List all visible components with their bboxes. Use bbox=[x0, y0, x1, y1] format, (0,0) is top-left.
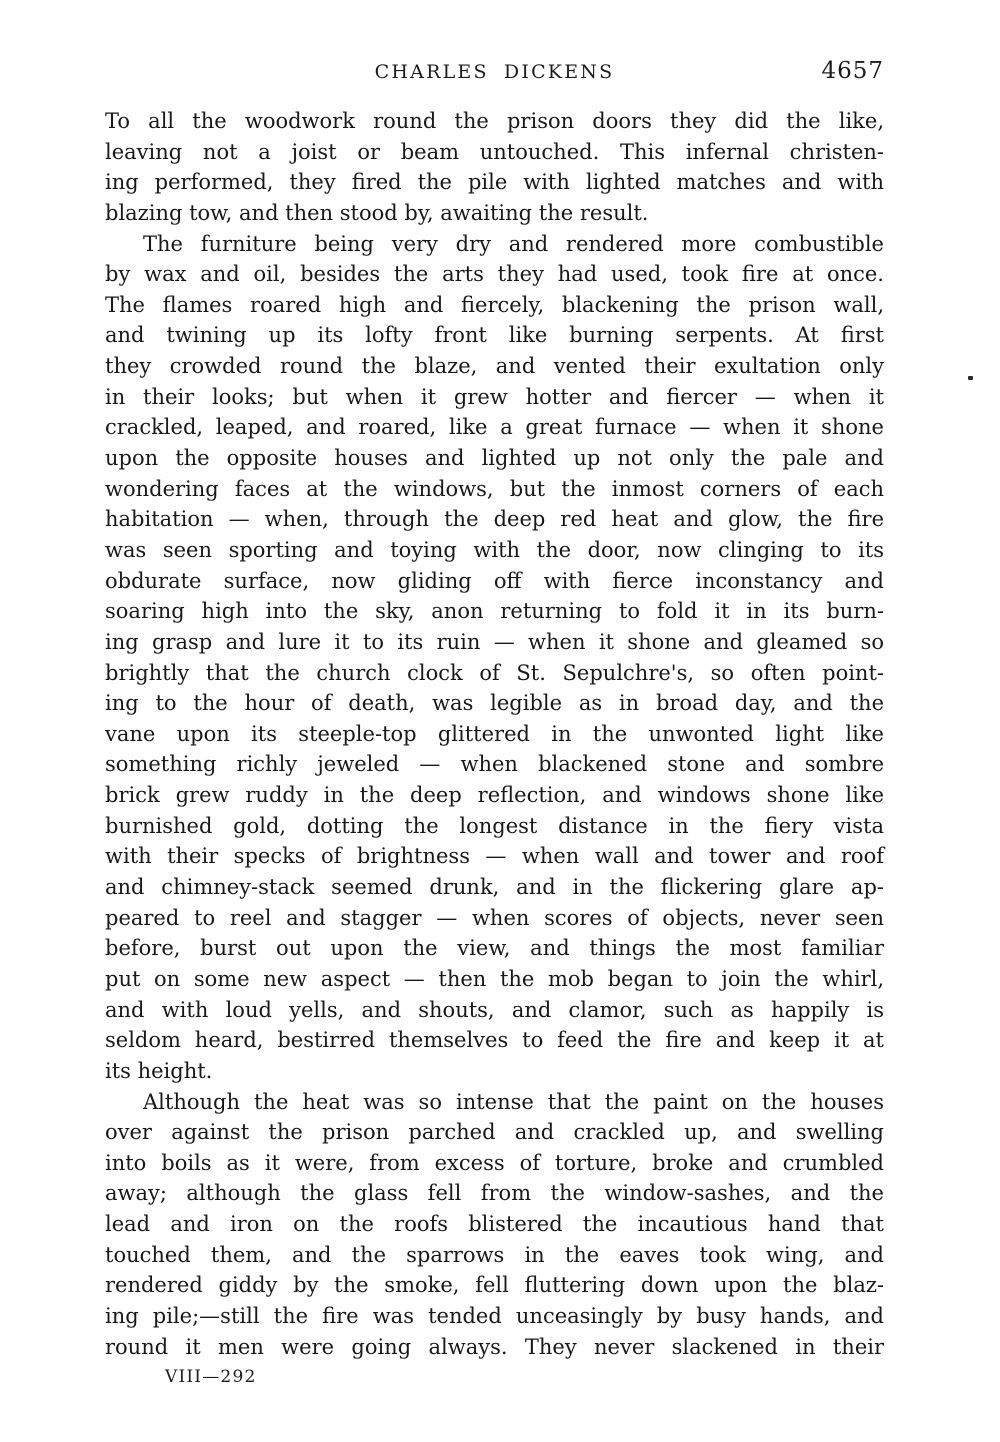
text-line: its height. bbox=[105, 1058, 213, 1083]
text-line: vane upon its steeple-top glittered in the unwonted light like bbox=[105, 721, 884, 746]
text-line: The flames roared high and fiercely, blackening the prison wall, bbox=[105, 292, 884, 317]
text-line: crackled, leaped, and roared, like a great furnace — when it shone bbox=[105, 415, 884, 440]
paragraph-3 bbox=[105, 1087, 884, 1363]
text-line: in their looks; but when it grew hotter and fiercer — when it bbox=[105, 384, 884, 409]
text-line: soaring high into the sky, anon returning to fold it in its burn- bbox=[105, 599, 884, 624]
text-line: touched them, and the sparrows in the eaves took wing, and bbox=[105, 1242, 884, 1267]
text-line: brick grew ruddy in the deep reflection, and windows shone like bbox=[105, 783, 884, 808]
signature-mark: VIII—292 bbox=[165, 1367, 257, 1387]
text-line: into boils as it were, from excess of torture, broke and crumbled bbox=[105, 1150, 884, 1175]
page-body bbox=[105, 106, 884, 1362]
page-header bbox=[105, 58, 884, 92]
text-line: leaving not a joist or beam untouched. This infernal christen- bbox=[105, 139, 884, 164]
text-line: and twining up its lofty front like burning serpents. At first bbox=[105, 323, 884, 348]
text-line: ing to the hour of death, was legible as in broad day, and the bbox=[105, 691, 884, 716]
page-footer bbox=[165, 1367, 256, 1387]
text-line: upon the opposite houses and lighted up not only the pale and bbox=[105, 446, 884, 471]
running-title: CHARLES DICKENS bbox=[374, 61, 615, 83]
paragraph-2 bbox=[105, 229, 884, 1087]
text-line: over against the prison parched and crackled up, and swelling bbox=[105, 1120, 884, 1145]
text-line: was seen sporting and toying with the door, now clinging to its bbox=[105, 537, 884, 562]
text-line: by wax and oil, besides the arts they had used, took fire at once. bbox=[105, 262, 884, 287]
paragraph-1 bbox=[105, 106, 884, 229]
text-line: away; although the glass fell from the window-sashes, and the bbox=[105, 1181, 884, 1206]
text-line: burnished gold, dotting the longest distance in the fiery vista bbox=[105, 813, 884, 838]
text-line: lead and iron on the roofs blistered the incautious hand that bbox=[105, 1212, 884, 1237]
text-line: Although the heat was so intense that the paint on the houses bbox=[143, 1089, 884, 1114]
text-line: To all the woodwork round the prison doors they did the like, bbox=[105, 109, 884, 133]
text-line: habitation — when, through the deep red heat and glow, the fire bbox=[105, 507, 884, 532]
text-line: and with loud yells, and shouts, and clamor, such as happily is bbox=[105, 997, 884, 1022]
text-line: they crowded round the blaze, and vented their exultation only bbox=[105, 354, 884, 379]
text-line: The furniture being very dry and rendered more combustible bbox=[143, 231, 884, 256]
text-line: rendered giddy by the smoke, fell fluttering down upon the blaz- bbox=[105, 1273, 884, 1298]
text-line: ing pile;—still the fire was tended unceasingly by busy hands, and bbox=[105, 1303, 884, 1328]
page-number: 4657 bbox=[821, 58, 884, 84]
text-line: obdurate surface, now gliding off with fierce inconstancy and bbox=[105, 568, 884, 593]
text-line: with their specks of brightness — when wall and tower and roof bbox=[105, 844, 884, 869]
text-line: ing grasp and lure it to its ruin — when it shone and gleamed so bbox=[105, 629, 884, 654]
text-line: before, burst out upon the view, and things the most familiar bbox=[105, 936, 884, 961]
ink-speck bbox=[968, 376, 973, 380]
text-line: something richly jeweled — when blackened stone and sombre bbox=[105, 752, 884, 777]
text-line: ing performed, they fired the pile with lighted matches and with bbox=[105, 170, 884, 195]
text-line: wondering faces at the windows, but the inmost corners of each bbox=[105, 476, 884, 501]
text-line: and chimney-stack seemed drunk, and in the flickering glare ap- bbox=[105, 875, 884, 900]
text-line: put on some new aspect — then the mob began to join the whirl, bbox=[105, 966, 884, 991]
text-line: brightly that the church clock of St. Sepulchre's, so often point- bbox=[105, 660, 884, 685]
text-line: seldom heard, bestirred themselves to feed the fire and keep it at bbox=[105, 1028, 884, 1053]
text-line: blazing tow, and then stood by, awaiting the result. bbox=[105, 200, 649, 225]
text-line: peared to reel and stagger — when scores of objects, never seen bbox=[105, 905, 884, 930]
text-line: round it men were going always. They never slackened in their bbox=[105, 1334, 884, 1359]
